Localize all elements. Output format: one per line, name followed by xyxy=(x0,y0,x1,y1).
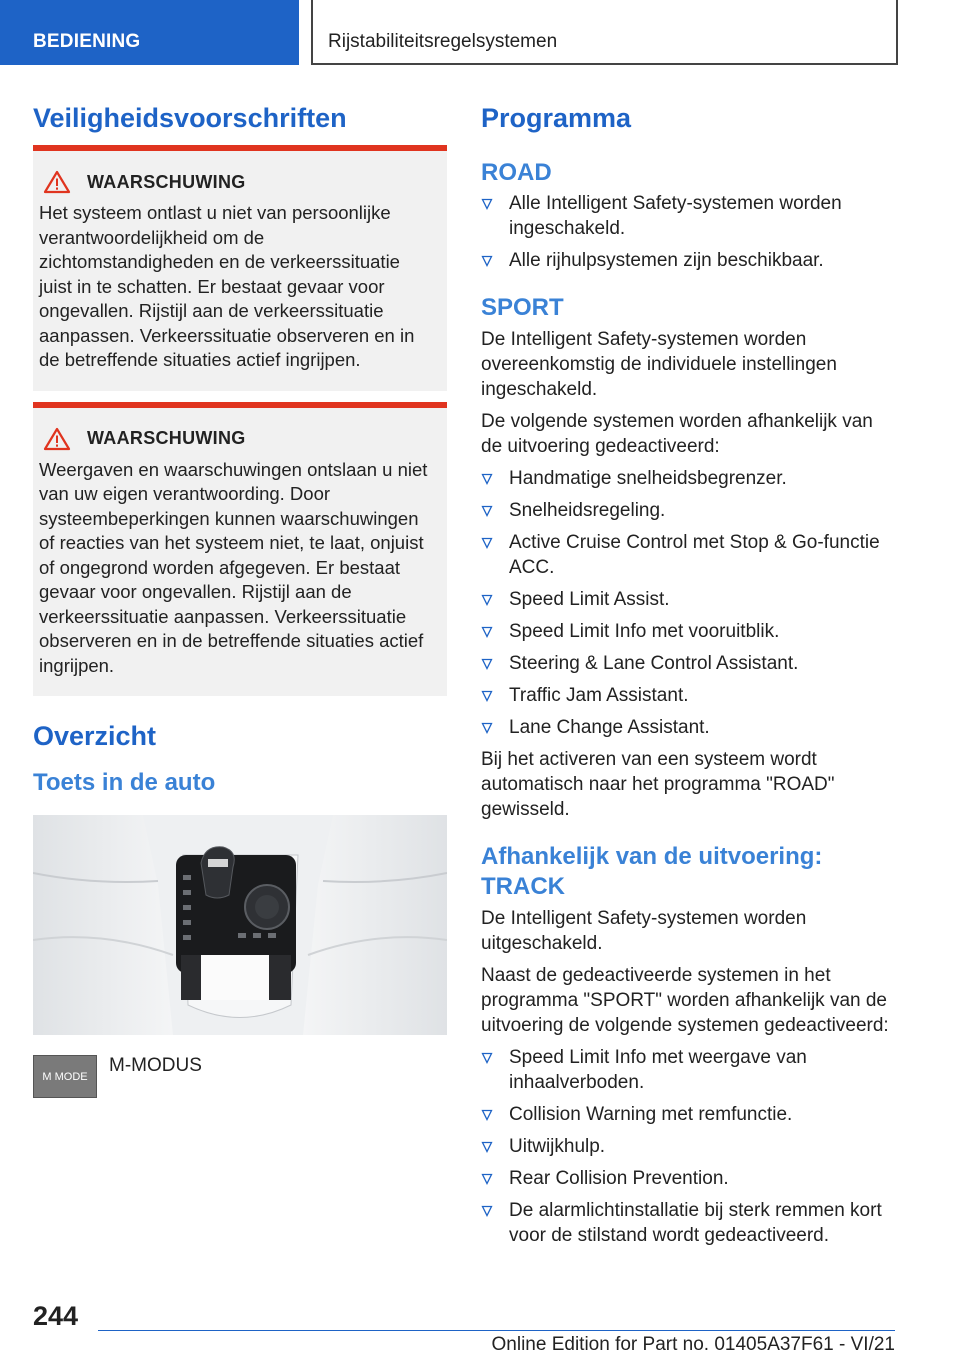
triangle-bullet-icon xyxy=(481,1109,493,1121)
triangle-bullet-icon xyxy=(481,1173,493,1185)
sport-intro: De Intelligent Safety-systemen worden overeenkomstig de individuele instellingen ingeschakeld. xyxy=(481,329,837,400)
list-item-text: Speed Limit Info met weergave van inhaalverboden. xyxy=(509,1047,807,1093)
track-list xyxy=(481,1045,895,1248)
triangle-bullet-icon xyxy=(481,722,493,734)
list-item xyxy=(481,191,895,241)
list-item xyxy=(481,248,895,273)
list-item-text: Collision Warning met remfunctie. xyxy=(509,1104,793,1125)
list-item-text: Snelheidsregeling. xyxy=(509,500,666,521)
chapter-header xyxy=(311,0,898,65)
warning-title: WAARSCHUWING xyxy=(87,428,246,448)
triangle-bullet-icon xyxy=(481,594,493,606)
triangle-bullet-icon xyxy=(481,626,493,638)
list-item-text: Rear Collision Prevention. xyxy=(509,1168,729,1189)
warning-box xyxy=(33,145,447,391)
list-item-text: Steering & Lane Control Assistant. xyxy=(509,653,799,674)
road-list xyxy=(481,191,895,273)
sport-outro: Bij het activeren van een systeem wordt automatisch naar het programma "ROAD" gewisseld. xyxy=(481,749,835,820)
road-heading: ROAD xyxy=(481,159,552,186)
list-item xyxy=(481,466,895,491)
button-subheading: Toets in de auto xyxy=(33,769,216,796)
list-item-text: De alarmlichtinstallatie bij sterk remmen kort voor de stilstand wordt gedeactiveerd. xyxy=(509,1200,882,1246)
triangle-bullet-icon xyxy=(481,1141,493,1153)
triangle-bullet-icon xyxy=(481,658,493,670)
footer-divider xyxy=(98,1330,895,1331)
list-item xyxy=(481,1102,895,1127)
triangle-bullet-icon xyxy=(481,1205,493,1217)
triangle-bullet-icon xyxy=(481,473,493,485)
safety-heading: Veiligheidsvoorschriften xyxy=(33,103,347,133)
mode-row xyxy=(33,1055,447,1098)
list-item xyxy=(481,530,895,580)
right-column xyxy=(481,100,895,1248)
track-heading-line1: Afhankelijk van de uitvoering: xyxy=(481,843,823,870)
list-item xyxy=(481,1134,895,1159)
chapter-title: Rijstabiliteitsregelsystemen xyxy=(328,31,558,52)
list-item-text: Speed Limit Info met vooruitblik. xyxy=(509,621,780,642)
center-console-illustration xyxy=(33,815,447,1035)
list-item xyxy=(481,1166,895,1191)
triangle-bullet-icon xyxy=(481,537,493,549)
track-intro-2: Naast de gedeactiveerde systemen in het programma "SPORT" worden afhankelijk van de uitvoering de volgende systemen gedeactiveerd: xyxy=(481,965,889,1036)
triangle-bullet-icon xyxy=(481,198,493,210)
list-item-text: Uitwijkhulp. xyxy=(509,1136,606,1157)
triangle-bullet-icon xyxy=(481,1052,493,1064)
sport-heading: SPORT xyxy=(481,294,564,321)
list-item xyxy=(481,587,895,612)
triangle-bullet-icon xyxy=(481,255,493,267)
warning-text: Het systeem ontlast u niet van persoonlijke verantwoordelijkheid om de zichtomstandigheden en de verkeerssituatie juist in te schatten. Er bestaat gevaar voor ongevallen. Rijstijl aan de verkeerssituatie aanpassen. Verkeerssituatie observeren en in de betreffende situaties actief ingrijpen. xyxy=(39,202,415,370)
m-mode-button-icon xyxy=(33,1055,97,1098)
sport-list xyxy=(481,466,895,740)
edition-note: Online Edition for Part no. 01405A37F61 - VI/21 xyxy=(491,1334,895,1355)
list-item-text: Traffic Jam Assistant. xyxy=(509,685,689,706)
list-item-text: Speed Limit Assist. xyxy=(509,589,670,610)
list-item xyxy=(481,498,895,523)
list-item-text: Alle Intelligent Safety-systemen worden ingeschakeld. xyxy=(509,193,842,239)
warning-triangle-icon xyxy=(43,427,71,451)
page-number: 244 xyxy=(33,1301,79,1331)
triangle-bullet-icon xyxy=(481,690,493,702)
program-heading: Programma xyxy=(481,103,632,133)
warning-box xyxy=(33,402,447,697)
list-item xyxy=(481,619,895,644)
track-intro: De Intelligent Safety-systemen worden uitgeschakeld. xyxy=(481,908,807,954)
center-console-photo xyxy=(33,815,447,1035)
list-item xyxy=(481,1198,895,1248)
triangle-bullet-icon xyxy=(481,505,493,517)
list-item-text: Lane Change Assistant. xyxy=(509,717,710,738)
warning-triangle-icon xyxy=(43,170,71,194)
m-mode-badge-text: M MODE xyxy=(42,1070,88,1083)
list-item xyxy=(481,683,895,708)
section-label: BEDIENING xyxy=(33,31,141,52)
list-item-text: Alle rijhulpsystemen zijn beschikbaar. xyxy=(509,250,824,271)
sport-intro-2: De volgende systemen worden afhankelijk van de uitvoering gedeactiveerd: xyxy=(481,411,873,457)
track-heading xyxy=(481,842,895,902)
warning-text: Weergaven en waarschuwingen ontslaan u niet van uw eigen verantwoording. Door systeembeperkingen kunnen waarschuwingen of reacties van het systeem niet, te laat, onjuist of ongegrond worden afgegeven. Er bestaat gevaar voor ongevallen. Rijstijl aan de verkeerssituatie aanpassen. Verkeerssituatie observeren en in de betreffende situaties actief ingrijpen. xyxy=(39,458,428,676)
track-heading-line2: TRACK xyxy=(481,873,565,900)
list-item xyxy=(481,715,895,740)
warning-title: WAARSCHUWING xyxy=(87,171,246,192)
m-mode-label: M-MODUS xyxy=(109,1055,202,1076)
list-item xyxy=(481,651,895,676)
list-item-text: Handmatige snelheidsbegrenzer. xyxy=(509,468,787,489)
overview-heading: Overzicht xyxy=(33,721,157,751)
left-column xyxy=(33,100,447,1098)
section-tab xyxy=(0,0,299,65)
list-item xyxy=(481,1045,895,1095)
list-item-text: Active Cruise Control met Stop & Go-functie ACC. xyxy=(509,532,880,578)
